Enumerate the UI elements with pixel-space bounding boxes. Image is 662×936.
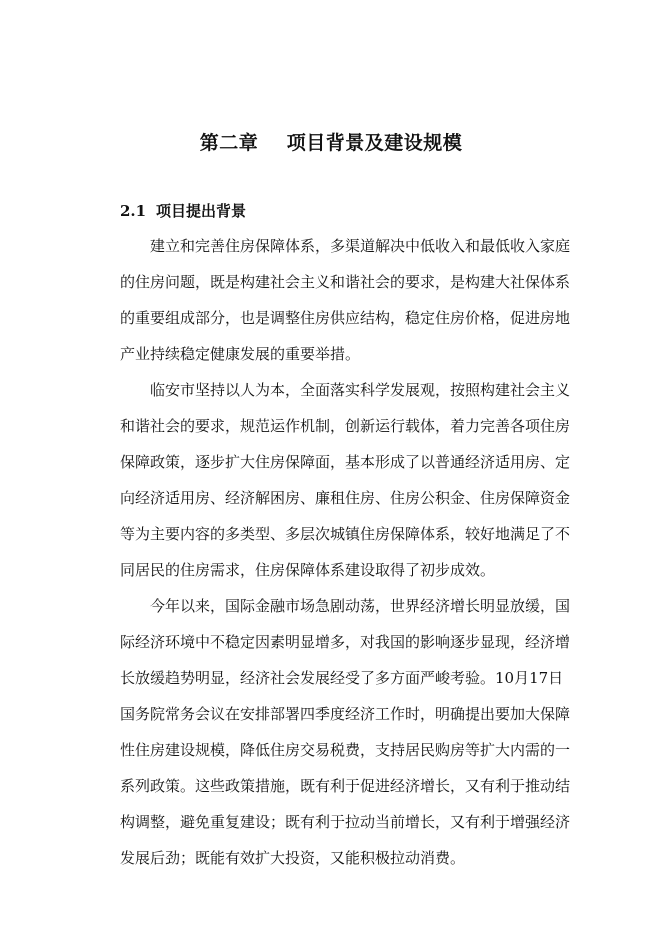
paragraph-1 [120, 228, 592, 372]
paragraph-line: 的重要组成部分，也是调整住房供应结构，稳定住房价格，促进房地 [120, 309, 571, 327]
chapter-title: 第二章 项目背景及建设规模 [199, 132, 463, 154]
paragraph-line: 构调整，避免重复建设；既有利于拉动当前增长，又有利于增强经济 [120, 813, 571, 831]
paragraph-line: 今年以来，国际金融市场急剧动荡，世界经济增长明显放缓，国 [150, 597, 571, 615]
paragraph-line: 性住房建设规模，降低住房交易税费，支持居民购房等扩大内需的一 [120, 741, 571, 759]
paragraph-line: 保障政策，逐步扩大住房保障面，基本形成了以普通经济适用房、定 [120, 453, 571, 471]
paragraph-line: 等为主要内容的多类型、多层次城镇住房保障体系，较好地满足了不 [120, 525, 571, 543]
section-number: 2.1 [120, 202, 147, 220]
paragraph-line: 产业持续稳定健康发展的重要举措。 [120, 345, 361, 363]
paragraph-line: 同居民的住房需求，住房保障体系建设取得了初步成效。 [120, 561, 496, 579]
paragraph-2 [120, 372, 592, 588]
paragraph-line: 向经济适用房、经济解困房、廉租住房、住房公积金、住房保障资金 [120, 489, 571, 507]
paragraph-line: 的住房问题，既是构建社会主义和谐社会的要求，是构建大社保体系 [120, 273, 571, 291]
paragraph-line: 建立和完善住房保障体系，多渠道解决中低收入和最低收入家庭 [150, 237, 571, 255]
paragraph-line: 际经济环境中不稳定因素明显增多，对我国的影响逐步显现，经济增 [120, 633, 571, 651]
paragraph-line: 长放缓趋势明显，经济社会发展经受了多方面严峻考验。10月17日 [120, 669, 564, 687]
section-title: 项目提出背景 [156, 202, 247, 220]
paragraph-line: 系列政策。这些政策措施，既有利于促进经济增长，又有利于推动结 [120, 777, 571, 795]
paragraph-3 [120, 588, 592, 876]
paragraph-line: 和谐社会的要求，规范运作机制，创新运行载体，着力完善各项住房 [120, 417, 571, 435]
paragraph-line: 发展后劲；既能有效扩大投资，又能积极拉动消费。 [120, 849, 466, 867]
paragraph-line: 临安市坚持以人为本，全面落实科学发展观，按照构建社会主义 [150, 381, 571, 399]
paragraph-line: 国务院常务会议在安排部署四季度经济工作时，明确提出要加大保障 [120, 705, 571, 723]
section-heading [120, 200, 246, 221]
